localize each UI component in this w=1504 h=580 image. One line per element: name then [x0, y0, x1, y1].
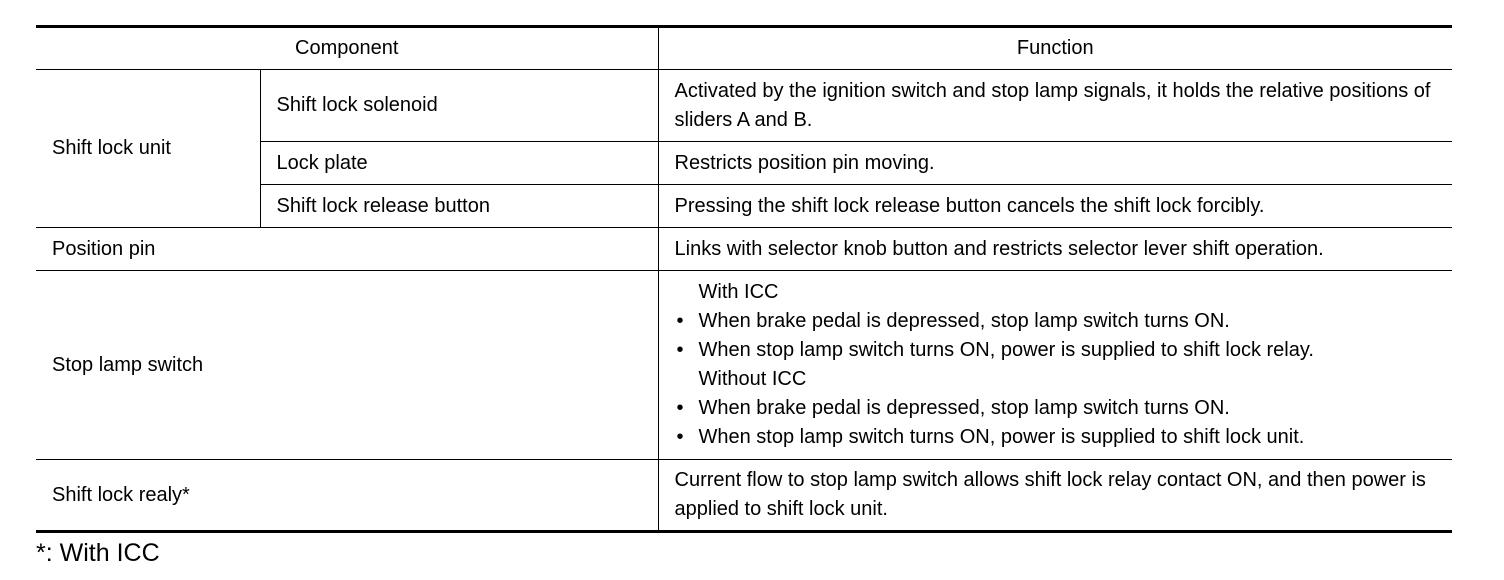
shift-lock-solenoid-function: Activated by the ignition switch and stop lamp signals, it holds the relative positions of sliders A and B. — [658, 70, 1452, 142]
header-component: Component — [36, 27, 658, 70]
shift-lock-solenoid-name: Shift lock solenoid — [260, 70, 658, 142]
position-pin-function: Links with selector knob button and restricts selector lever shift operation. — [658, 228, 1452, 271]
bullet-icon: • — [676, 339, 684, 361]
with-icc-heading: With ICC — [698, 281, 779, 303]
shift-lock-relay-function: Current flow to stop lamp switch allows shift lock relay contact ON, and then power is applied to shift lock unit. — [658, 460, 1452, 532]
lock-plate-name: Lock plate — [260, 142, 658, 185]
list-item-text: When brake pedal is depressed, stop lamp switch turns ON. — [698, 310, 1230, 332]
table-header-row — [36, 27, 1452, 70]
stop-lamp-switch-function-list — [675, 278, 1439, 452]
stop-lamp-switch-function — [658, 271, 1452, 460]
lock-plate-function: Restricts position pin moving. — [658, 142, 1452, 185]
without-icc-heading: Without ICC — [698, 368, 807, 390]
table-row — [36, 271, 1452, 460]
table-row — [36, 460, 1452, 532]
header-function: Function — [658, 27, 1452, 70]
bullet-icon: • — [676, 426, 684, 448]
shift-lock-unit-label: Shift lock unit — [36, 70, 260, 228]
bullet-icon: • — [676, 310, 684, 332]
stop-lamp-switch-label: Stop lamp switch — [36, 271, 658, 460]
list-item-text: When stop lamp switch turns ON, power is supplied to shift lock relay. — [698, 339, 1314, 361]
shift-lock-release-button-function: Pressing the shift lock release button cancels the shift lock forcibly. — [658, 185, 1452, 228]
position-pin-label: Position pin — [36, 228, 658, 271]
list-item — [675, 336, 1439, 365]
shift-lock-release-button-name: Shift lock release button — [260, 185, 658, 228]
table-row — [36, 70, 1452, 142]
list-item — [675, 307, 1439, 336]
list-item — [675, 394, 1439, 423]
list-item — [675, 423, 1439, 452]
bullet-icon: • — [676, 397, 684, 419]
footnote: *: With ICC — [36, 539, 160, 567]
component-function-table — [36, 25, 1452, 533]
list-item-text: When brake pedal is depressed, stop lamp switch turns ON. — [698, 397, 1230, 419]
list-item-text: When stop lamp switch turns ON, power is supplied to shift lock unit. — [698, 426, 1305, 448]
table-row — [36, 228, 1452, 271]
shift-lock-relay-label: Shift lock realy* — [36, 460, 658, 532]
